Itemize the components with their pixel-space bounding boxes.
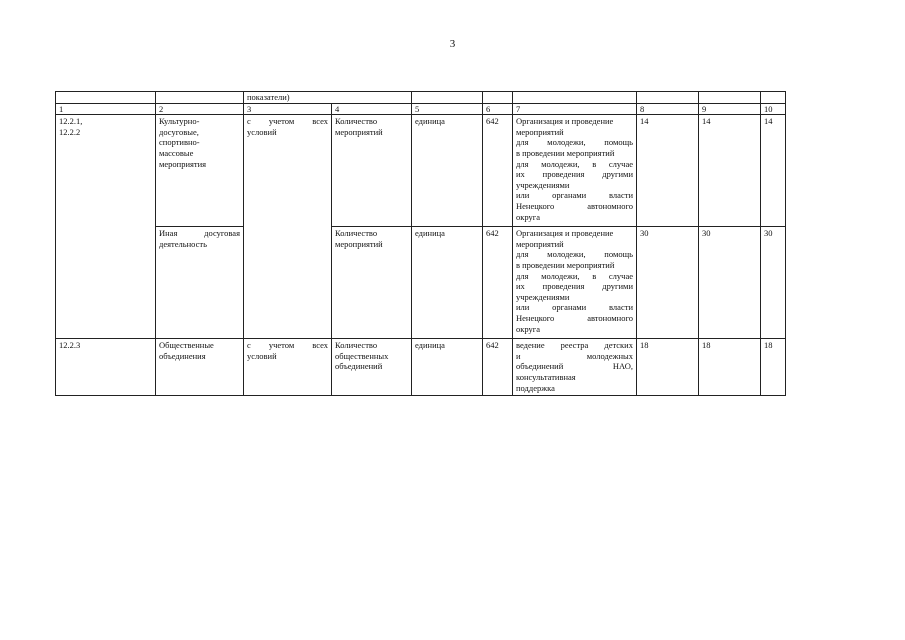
content-line: для молодежи, в случае [516, 270, 633, 281]
continuation-text: показатели) [244, 92, 412, 104]
content-line: консультативная [516, 371, 576, 382]
column-number: 6 [483, 103, 513, 115]
indicator-cell [332, 115, 412, 227]
value-cell: 14 [637, 115, 699, 227]
condition-line: с учетом всех [247, 340, 328, 351]
content-cell [513, 115, 637, 227]
service-name-line: Общественные [159, 340, 214, 351]
content-line: для молодежи, в случае [516, 158, 633, 169]
content-line: их проведения другими [516, 281, 633, 292]
content-line: объединений НАО, [516, 361, 633, 372]
value-cell: 14 [699, 115, 761, 227]
table-continuation-row [56, 92, 786, 104]
content-line: учреждениями [516, 291, 570, 302]
column-number: 8 [637, 103, 699, 115]
service-name-cell [156, 339, 244, 396]
value-cell: 18 [761, 339, 786, 396]
content-line: Ненецкого автономного [516, 200, 633, 211]
service-code: 12.2.3 [59, 340, 81, 351]
content-line: ведение реестра детских [516, 340, 633, 351]
content-line: в проведении мероприятий [516, 147, 615, 158]
service-name-line: объединения [159, 350, 206, 361]
value-cell: 30 [761, 227, 786, 339]
table-row [56, 115, 786, 227]
column-number: 3 [244, 103, 332, 115]
content-line: или органами власти [516, 302, 633, 313]
service-code: 12.2.2 [59, 126, 81, 137]
okei-cell: 642 [483, 339, 513, 396]
content-line: Организация и проведение [516, 228, 614, 239]
content-line: учреждениями [516, 179, 570, 190]
indicator-cell [332, 339, 412, 396]
condition-cell [244, 339, 332, 396]
content-cell [513, 339, 637, 396]
content-line: их проведения другими [516, 169, 633, 180]
okei-cell: 642 [483, 115, 513, 227]
indicator-line: Количество [335, 228, 378, 239]
content-line: и молодежных [516, 350, 633, 361]
column-number: 4 [332, 103, 412, 115]
okei-cell: 642 [483, 227, 513, 339]
column-number: 2 [156, 103, 244, 115]
content-line: для молодежи, помощь [516, 137, 633, 148]
indicator-cell [332, 227, 412, 339]
content-line: округа [516, 323, 541, 334]
indicator-line: мероприятий [335, 126, 383, 137]
column-number: 10 [761, 103, 786, 115]
indicator-line: объединений [335, 361, 383, 372]
service-name-line: Культурно- [159, 116, 200, 127]
condition-cell [244, 115, 332, 339]
content-line: мероприятий [516, 238, 564, 249]
service-name-line: деятельность [159, 238, 207, 249]
condition-line: условий [247, 350, 277, 361]
service-name-line: мероприятия [159, 158, 207, 169]
column-number: 9 [699, 103, 761, 115]
service-name-line: спортивно- [159, 137, 200, 148]
service-code: 12.2.1, [59, 116, 83, 127]
service-name-cell [156, 227, 244, 339]
table-row [56, 339, 786, 396]
service-name-line: Иная досуговая [159, 228, 240, 239]
table-row [56, 227, 786, 339]
content-line: для молодежи, помощь [516, 249, 633, 260]
condition-line: условий [247, 126, 277, 137]
value-cell: 14 [761, 115, 786, 227]
service-name-cell [156, 115, 244, 227]
unit-cell: единица [412, 115, 483, 227]
content-line: Организация и проведение [516, 116, 614, 127]
column-number-row [56, 103, 786, 115]
content-line: Ненецкого автономного [516, 312, 633, 323]
value-cell: 30 [699, 227, 761, 339]
service-name-line: массовые [159, 147, 194, 158]
indicator-line: мероприятий [335, 238, 383, 249]
content-line: в проведении мероприятий [516, 259, 615, 270]
column-number: 7 [513, 103, 637, 115]
value-cell: 18 [699, 339, 761, 396]
content-cell [513, 227, 637, 339]
content-line: или органами власти [516, 190, 633, 201]
page-number: 3 [449, 38, 456, 50]
value-cell: 30 [637, 227, 699, 339]
unit-cell: единица [412, 339, 483, 396]
condition-line: с учетом всех [247, 116, 328, 127]
content-line: поддержка [516, 382, 555, 393]
indicator-line: Количество [335, 340, 378, 351]
indicator-line: Количество [335, 116, 378, 127]
unit-cell: единица [412, 227, 483, 339]
service-code-cell [56, 115, 156, 339]
services-table [55, 91, 786, 396]
content-line: мероприятий [516, 126, 564, 137]
content-line: округа [516, 211, 541, 222]
column-number: 1 [56, 103, 156, 115]
indicator-line: общественных [335, 350, 389, 361]
value-cell: 18 [637, 339, 699, 396]
service-name-line: досуговые, [159, 126, 199, 137]
service-code-cell [56, 339, 156, 396]
column-number: 5 [412, 103, 483, 115]
